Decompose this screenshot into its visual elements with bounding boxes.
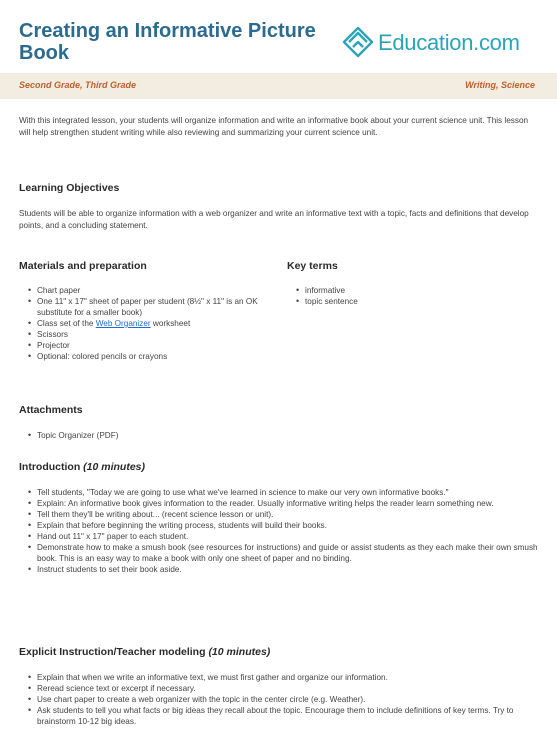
key-terms-list — [287, 285, 487, 307]
list-item-suffix: worksheet — [150, 319, 191, 328]
introduction-heading-label: Introduction — [19, 461, 81, 473]
learning-objectives-heading: Learning Objectives — [19, 182, 120, 194]
page-title: Creating an Informative Picture Book — [19, 20, 316, 64]
list-item: • Hand out 11" x 17" paper to each student. — [19, 531, 541, 542]
web-organizer-link[interactable]: Web Organizer — [95, 319, 151, 328]
materials-heading: Materials and preparation — [19, 260, 147, 272]
learning-objectives-text: Students will be able to organize information with a web organizer and write an informative text with a topic, facts and definitions that develop points, and a concluding statement. — [19, 209, 529, 230]
intro-paragraph: With this integrated lesson, your students will organize information and write an informative book about your current science unit. This lesson will help strengthen student writing while also reviewing and summarizing your current science unit. — [19, 116, 529, 137]
list-item: • Scissors — [19, 329, 269, 340]
key-terms-heading: Key terms — [287, 260, 338, 272]
introduction-list — [19, 487, 541, 575]
explicit-instruction-duration: (10 minutes) — [208, 646, 271, 658]
list-item: • Reread science text or excerpt if necessary. — [19, 683, 541, 694]
attachments-list — [19, 430, 541, 441]
list-item: • Projector — [19, 340, 269, 351]
list-item: • Demonstrate how to make a smush book (see resources for instructions) and guide or assist students as they each make their own smush book. This is an easy way to make a book with only one sheet of paper and no binding. — [19, 542, 541, 564]
education-com-logo[interactable] — [338, 20, 548, 66]
list-item-text: Class set of the — [37, 319, 96, 328]
attachments-heading: Attachments — [19, 404, 83, 416]
explicit-instruction-list — [19, 672, 541, 727]
list-item: • Tell them they'll be writing about... (recent science lesson or unit). — [19, 509, 541, 520]
list-item: • Optional: colored pencils or crayons — [19, 351, 269, 362]
list-item: • topic sentence — [287, 296, 487, 307]
list-item: • Use chart paper to create a web organizer with the topic in the center circle (e.g. Weather). — [19, 694, 541, 705]
list-item: • One 11" x 17" sheet of paper per student (8½" x 11" is an OK substitute for a smaller book) — [19, 296, 269, 318]
list-item: • Tell students, "Today we are going to use what we've learned in science to make our very own informative books." — [19, 487, 541, 498]
list-item: • Explain: An informative book gives information to the reader. Usually informative writing helps the reader learn something new. — [19, 498, 541, 509]
attachment-item[interactable]: • Topic Organizer (PDF) — [19, 430, 541, 441]
list-item: • Explain that before beginning the writing process, students will build their books. — [19, 520, 541, 531]
materials-list — [19, 285, 269, 362]
list-item: • Explain that when we write an informative text, we must first gather and organize our information. — [19, 672, 541, 683]
list-item: • Ask students to tell you what facts or big ideas they recall about the topic. Encourage them to include definitions of key terms. Try to brainstorm 10-12 big ideas. — [19, 705, 541, 727]
list-item: • informative — [287, 285, 487, 296]
explicit-instruction-heading — [19, 646, 270, 658]
pencil-logo-icon — [338, 20, 378, 64]
list-item: • Instruct students to set their book aside. — [19, 564, 541, 575]
logo-wordmark: Education.com — [378, 30, 520, 55]
introduction-duration: (10 minutes) — [83, 461, 146, 473]
subjects: Writing, Science — [465, 80, 535, 90]
introduction-heading — [19, 461, 145, 473]
explicit-instruction-heading-label: Explicit Instruction/Teacher modeling — [19, 646, 206, 658]
list-item: • Chart paper — [19, 285, 269, 296]
grade-levels: Second Grade, Third Grade — [19, 80, 137, 90]
list-item — [19, 318, 269, 329]
